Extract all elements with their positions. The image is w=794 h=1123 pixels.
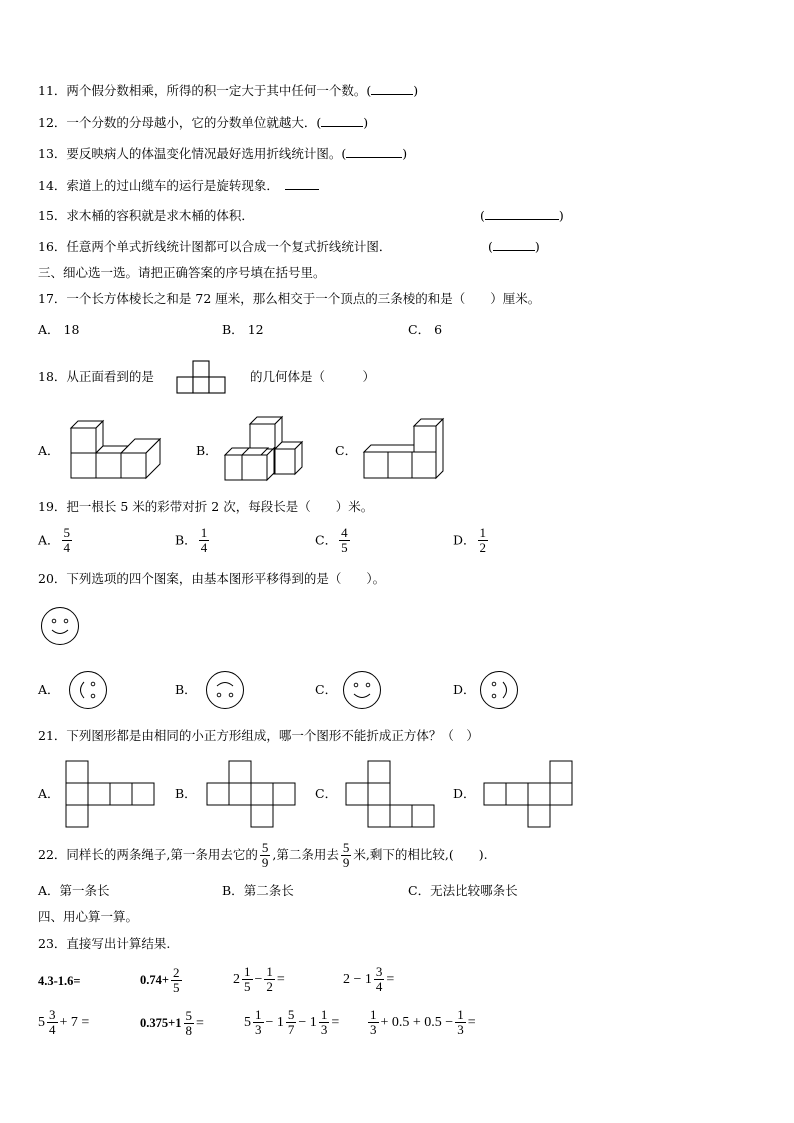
answer-blank[interactable] (493, 238, 535, 251)
calc-r2-c2: 0.375+1 $\frac{5}{8}$ = (140, 1008, 204, 1039)
option-20-b[interactable]: B． (175, 682, 197, 697)
question-12: 12．一个分数的分母越小，它的分数单位就越大．( ) (38, 115, 369, 130)
smiley-rotated-left-icon (68, 670, 108, 710)
question-22: 22．同样长的两条绳子,第一条用去它的 $\frac{5}{9}$ ,第二条用去 $\frac{5}{9}$ 米,剩下的相比较,( ). (38, 840, 488, 870)
calc-r1-c2: 0.74+ $\frac{2}{5}$ (140, 965, 180, 996)
calc-r2-c3: 5 $\frac{1}{3}$ − 1 $\frac{5}{7}$ − 1 $\frac{1}{3}$ = (244, 1007, 340, 1038)
question-18-tail: 的几何体是（ ） (250, 369, 376, 384)
cube-net-d (483, 760, 575, 830)
option-17-b[interactable]: B． 12 (222, 322, 264, 337)
smiley-upright-icon (342, 670, 382, 710)
question-17: 17．一个长方体棱长之和是 72 厘米，那么相交于一个顶点的三条棱的和是（ ）厘米。 (38, 291, 541, 306)
option-b-cube-figure (224, 416, 304, 484)
option-20-a[interactable]: A． (38, 682, 60, 697)
option-21-c[interactable]: C． (315, 786, 338, 801)
question-20: 20．下列选项的四个图案，由基本图形平移得到的是（ ）。 (38, 571, 386, 586)
question-21: 21．下列图形都是由相同的小正方形组成，哪一个图形不能折成正方体？（ ） (38, 728, 479, 743)
option-c-cube-figure (363, 418, 447, 480)
cube-net-a (65, 760, 157, 830)
answer-blank[interactable] (346, 145, 402, 158)
option-18-a[interactable]: A． (38, 443, 60, 458)
calc-r1-c3: 2 $\frac{1}{5}$ − $\frac{1}{2}$ = (233, 964, 285, 995)
answer-blank[interactable] (485, 207, 559, 220)
section-3-heading: 三、细心选一选。请把正确答案的序号填在括号里。 (38, 265, 326, 280)
option-21-d[interactable]: D． (453, 786, 476, 801)
smiley-upside-down-icon (205, 670, 245, 710)
option-a-cube-figure (70, 420, 164, 484)
question-18: 18．从正面看到的是 (38, 369, 154, 384)
option-18-c[interactable]: C． (335, 443, 358, 458)
option-22-a[interactable]: A．第一条长 (38, 883, 110, 898)
option-19-c[interactable]: C． $\frac{4}{5}$ (315, 525, 348, 555)
option-20-d[interactable]: D． (453, 682, 476, 697)
option-19-d[interactable]: D． $\frac{1}{2}$ (453, 525, 487, 555)
question-23: 23．直接写出计算结果. (38, 936, 171, 951)
section-4-heading: 四、用心算一算。 (38, 909, 139, 924)
question-13: 13．要反映病人的体温变化情况最好选用折线统计图。( ) (38, 146, 408, 161)
question-16-answer: ( ) (488, 239, 540, 254)
question-15-answer: ( ) (480, 208, 564, 223)
question-14: 14．索道上的过山缆车的运行是旋转现象． (38, 177, 319, 195)
answer-blank[interactable] (285, 177, 319, 190)
cube-net-c (345, 760, 437, 830)
option-17-a[interactable]: A． 18 (38, 322, 80, 337)
option-22-b[interactable]: B．第二条长 (222, 883, 294, 898)
option-20-c[interactable]: C． (315, 682, 338, 697)
option-21-a[interactable]: A． (38, 786, 60, 801)
calc-r2-c4: $\frac{1}{3}$ + 0.5 + 0.5 − $\frac{1}{3}$ = (370, 1007, 476, 1038)
question-16: 16．任意两个单式折线统计图都可以合成一个复式折线统计图． (38, 239, 392, 254)
answer-blank[interactable] (371, 82, 413, 95)
question-15: 15．求木桶的容积就是求木桶的体积． (38, 208, 254, 223)
option-19-a[interactable]: A． $\frac{5}{4}$ (38, 525, 71, 555)
smiley-base-icon (40, 606, 80, 646)
option-21-b[interactable]: B． (175, 786, 197, 801)
question-11: 11．两个假分数相乘，所得的积一定大于其中任何一个数。( ) (38, 83, 419, 98)
option-18-b[interactable]: B． (196, 443, 218, 458)
question-19: 19．把一根长 5 米的彩带对折 2 次，每段长是（ ）米。 (38, 499, 374, 514)
answer-blank[interactable] (321, 114, 363, 127)
calc-r1-c1: 4.3-1.6= (38, 974, 81, 988)
option-22-c[interactable]: C．无法比较哪条长 (408, 883, 518, 898)
calc-r1-c4: 2 − 1 $\frac{3}{4}$ = (343, 964, 395, 995)
option-17-c[interactable]: C． 6 (408, 322, 443, 337)
calc-r2-c1: 5 $\frac{3}{4}$ + 7 = (38, 1007, 90, 1038)
smiley-rotated-right-icon (479, 670, 519, 710)
front-view-figure (176, 360, 226, 394)
option-19-b[interactable]: B． $\frac{1}{4}$ (175, 525, 208, 555)
cube-net-b (206, 760, 298, 830)
